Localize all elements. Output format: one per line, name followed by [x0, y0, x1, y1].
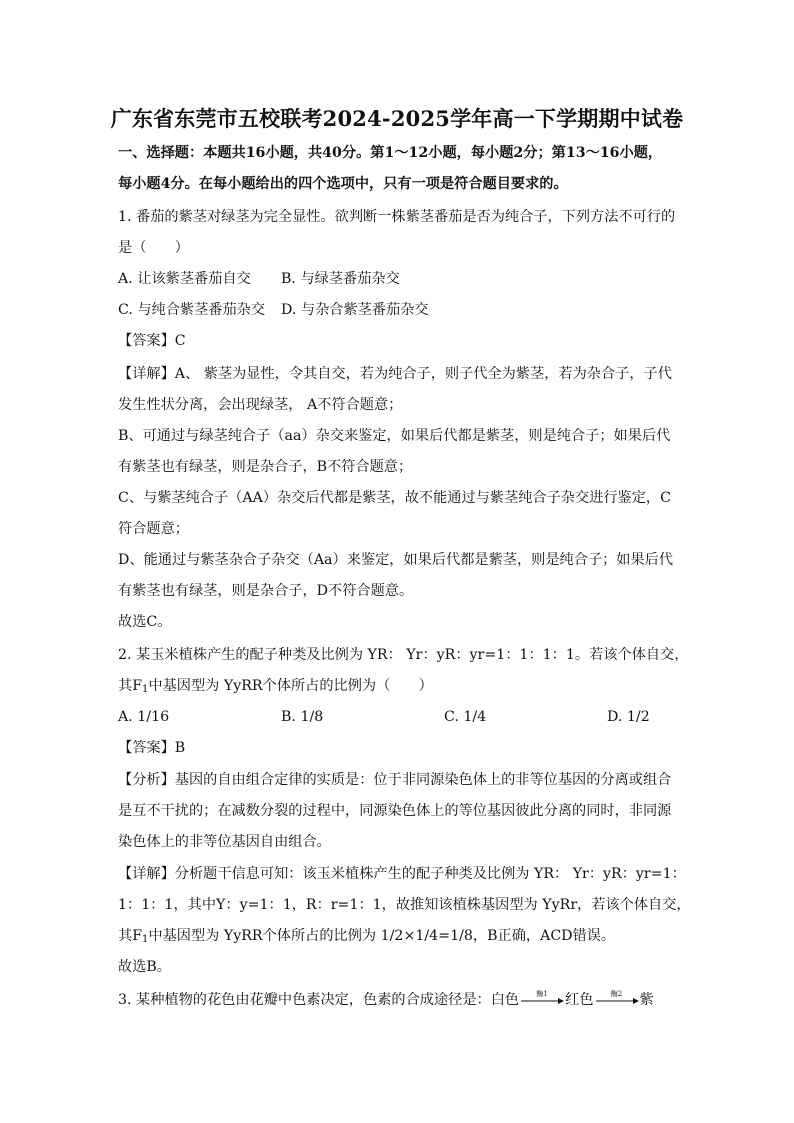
- q1-option-c: C. 与纯合紫茎番茄杂交: [118, 302, 266, 318]
- page-title: 广东省东莞市五校联考2024-2025学年高一下学期期中试卷: [110, 106, 684, 131]
- q1-option-b: B. 与绿茎番茄杂交: [281, 271, 400, 287]
- q2-conclusion: 故选B。: [118, 959, 171, 975]
- q2-analysis-line: 是互不干扰的；在减数分裂的过程中，同源染色体上的等位基因彼此分离的同时，非同源: [118, 803, 672, 819]
- enzyme-2-label: 酶2: [610, 990, 623, 998]
- q1-detail-line: 有紫茎也有绿茎，则是杂合子，D不符合题意。: [118, 583, 414, 599]
- q2-detail-suffix: 中基因型为 YyRR个体所占的比例为 1/2×1/4=1/8，B正确，ACD错误。: [148, 928, 616, 944]
- q1-detail-line: C、与紫茎纯合子（AA）杂交后代都是紫茎，故不能通过与紫茎纯合子杂交进行鉴定，C: [118, 490, 671, 506]
- q2-analysis-line: 染色体上的非等位基因自由组合。: [118, 834, 331, 850]
- arrow-icon: [595, 997, 639, 1005]
- q3-stem-line: [118, 990, 678, 1010]
- q1-stem-line-2: 是（ ）: [118, 240, 189, 256]
- q2-answer: 【答案】B: [118, 740, 186, 756]
- q3-middle-color: 红色: [565, 992, 594, 1008]
- q2-option-d: D. 1/2: [607, 709, 650, 725]
- section-heading-line-1: 一、选择题：本题共16小题，共40分。第1～12小题，每小题2分；第13～16小题，: [118, 145, 663, 161]
- q2-stem-prefix: 其F: [118, 678, 143, 694]
- q2-stem-suffix: 中基因型为 YyRR个体所占的比例为（ ）: [148, 678, 433, 694]
- q1-conclusion: 故选C。: [118, 614, 172, 630]
- q2-detail-prefix: 其F: [118, 928, 143, 944]
- q1-detail-line: 有紫茎也有绿茎，则是杂合子，B不符合题意；: [118, 459, 413, 475]
- q1-detail-line: 发生性状分离，会出现绿茎， A不符合题意；: [118, 397, 403, 413]
- q1-option-a: A. 让该紫茎番茄自交: [118, 271, 251, 287]
- q2-stem-line-2: [118, 676, 678, 696]
- q1-detail-line: B、可通过与绿茎纯合子（aa）杂交来鉴定，如果后代都是紫茎，则是纯合子；如果后代: [118, 428, 671, 444]
- q2-detail-subscript: 1: [142, 934, 149, 945]
- q2-option-a: A. 1/16: [118, 709, 170, 725]
- q1-detail-line: 符合题意；: [118, 521, 189, 537]
- enzyme-1-label: 酶1: [536, 990, 548, 998]
- q2-detail-line-1: 【详解】分析题干信息可知：该玉米植株产生的配子种类及比例为 YR： Yr：yR：yr=1：: [118, 866, 686, 882]
- q2-stem-line-1: 2. 某玉米植株产生的配子种类及比例为 YR： Yr：yR：yr=1：1：1：1。若该个体自交，: [118, 647, 689, 663]
- q1-stem-line-1: 1. 番茄的紫茎对绿茎为完全显性。欲判断一株紫茎番茄是否为纯合子，下列方法不可行的: [118, 209, 676, 225]
- q1-detail-line: D、能通过与紫茎杂合子杂交（Aa）来鉴定，如果后代都是紫茎，则是纯合子；如果后代: [118, 552, 674, 568]
- q1-answer: 【答案】C: [118, 333, 186, 349]
- q1-detail-line: 【详解】A、 紫茎为显性，令其自交，若为纯合子，则子代全为紫茎，若为杂合子，子代: [118, 366, 672, 382]
- arrow-icon: [520, 997, 564, 1005]
- q1-option-d: D. 与杂合紫茎番茄杂交: [281, 302, 429, 318]
- reaction-arrow-1: [520, 990, 564, 1010]
- q2-subscript: 1: [142, 684, 149, 695]
- q3-stem-prefix: 3. 某种植物的花色由花瓣中色素决定，色素的合成途径是：白色: [118, 992, 520, 1008]
- q3-end-color: 紫: [639, 992, 654, 1008]
- q2-detail-line-3: [118, 926, 678, 946]
- q2-detail-line-2: 1：1：1，其中Y：y=1：1，R：r=1：1，故推知该植株基因型为 YyRr，若该个体自交，: [118, 897, 691, 913]
- q2-option-b: B. 1/8: [281, 709, 324, 725]
- q2-option-c: C. 1/4: [444, 709, 487, 725]
- section-heading-line-2: 每小题4分。在每小题给出的四个选项中，只有一项是符合题目要求的。: [118, 176, 568, 192]
- q2-analysis-line: 【分析】基因的自由组合定律的实质是：位于非同源染色体上的非等位基因的分离或组合: [118, 772, 672, 788]
- reaction-arrow-2: [595, 990, 639, 1010]
